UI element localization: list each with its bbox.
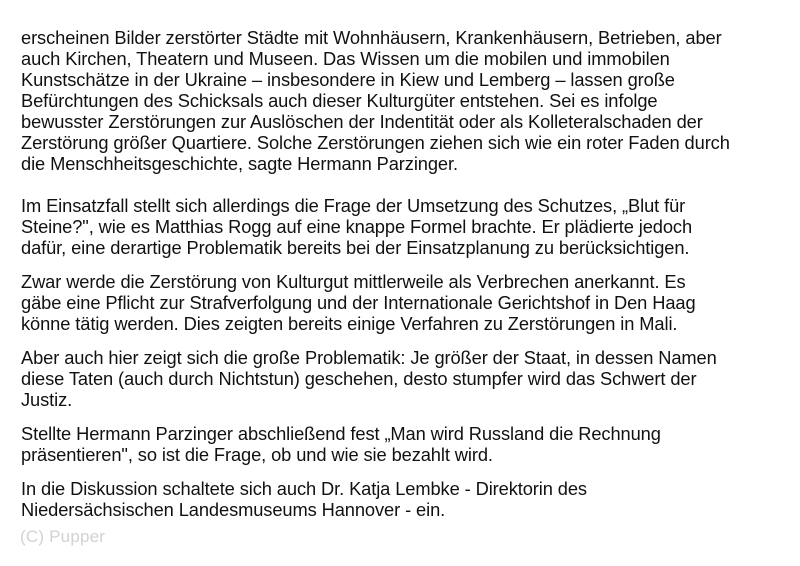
paragraph-4: Aber auch hier zeigt sich die große Problematik: Je größer der Staat, in dessen Namen diese Taten (auch durch Nichtstun) geschehen, desto stumpfer wird das Schwert der Justiz. xyxy=(21,347,717,410)
paragraph-5: Stellte Hermann Parzinger abschließend fest „Man wird Russland die Rechnung präsentieren", so ist die Frage, ob und wie sie bezahlt wird. xyxy=(21,423,661,465)
paragraph-1: erscheinen Bilder zerstörter Städte mit Wohnhäusern, Krankenhäusern, Betrieben, aber auch Kirchen, Theatern und Museen. Das Wissen um die mobilen und immobilen Kunstschätze in der Ukraine – insbesondere in Kiew und Lemberg – lassen große Befürchtungen des Schicksals auch dieser Kulturgüter entstehen. Sei es infolge bewusster Zerstörungen zur Auslöschen der Indentität oder als Kolleteralschaden der Zerstörung größer Quartiere. Solche Zerstörungen ziehen sich wie ein roter Faden durch die Menschheitsgeschichte, sagte Hermann Parzinger. xyxy=(21,27,730,174)
copyright-watermark: (C) Pupper xyxy=(20,527,106,546)
paragraph-2: Im Einsatzfall stellt sich allerdings die Frage der Umsetzung des Schutzes, „Blut für Steine?", wie es Matthias Rogg auf eine knappe Formel brachte. Er plädierte jedoch dafür, eine derartige Problematik bereits bei der Einsatzplanung zu berücksichtigen. xyxy=(21,195,693,258)
document-body xyxy=(21,27,781,520)
paragraph-3: Zwar werde die Zerstörung von Kulturgut mittlerweile als Verbrechen anerkannt. Es gäbe eine Pflicht zur Strafverfolgung und der Internationale Gerichtshof in Den Haag könne tätig werden. Dies zeigten bereits einige Verfahren zu Zerstörungen in Mali. xyxy=(21,271,696,334)
paragraph-6: In die Diskussion schaltete sich auch Dr. Katja Lembke - Direktorin des Niedersächsischen Landesmuseums Hannover - ein. xyxy=(21,478,587,520)
